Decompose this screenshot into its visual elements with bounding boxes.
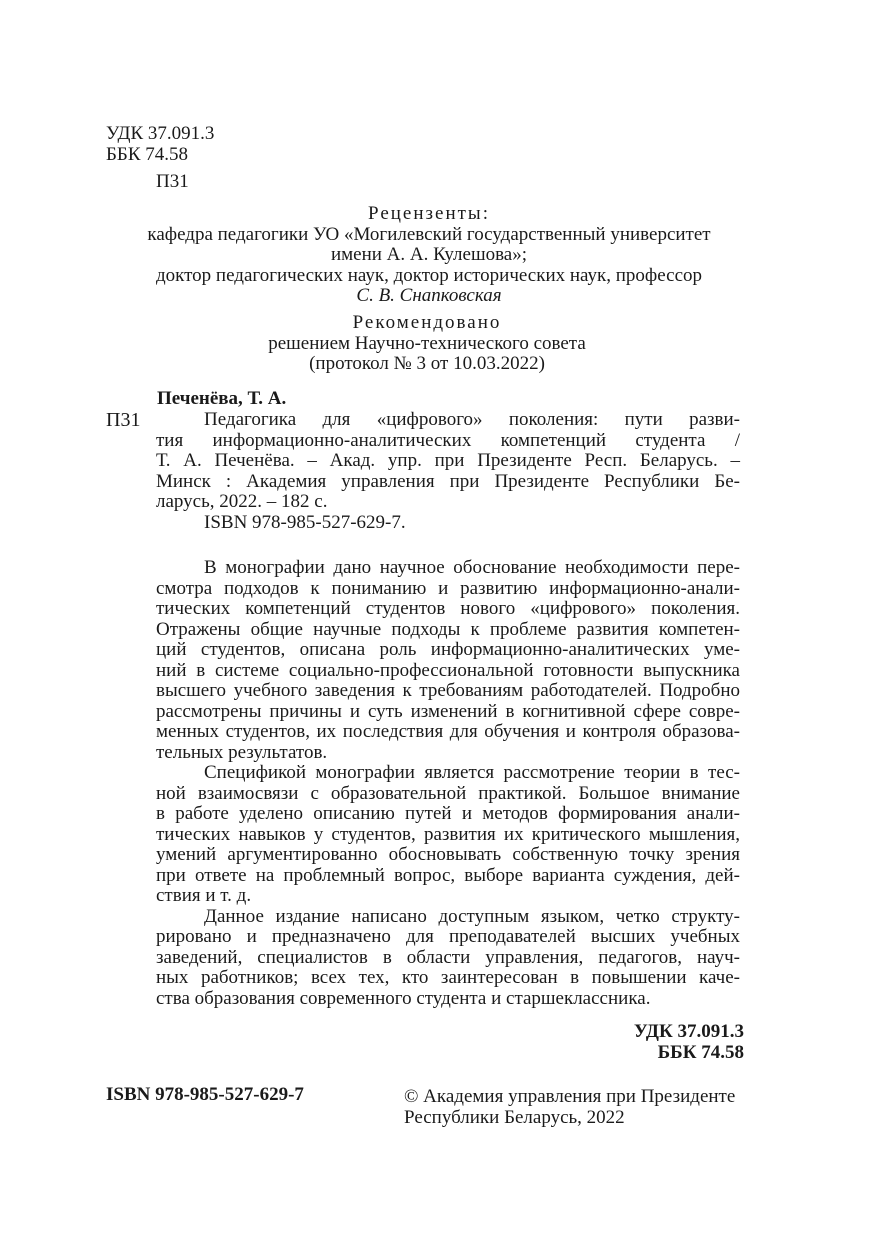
bib-line: ларусь, 2022. – 182 с. (156, 491, 328, 512)
bib-line: Педагогика для «цифрового» поколения: пути разви- (204, 409, 740, 430)
bib-line: Т. А. Печенёва. – Акад. упр. при Президенте Респ. Беларусь. – (156, 450, 740, 471)
abstract-line: В монографии дано научное обоснование необходимости пере- (204, 557, 740, 578)
footer-isbn: ISBN 978-985-527-629-7 (106, 1084, 304, 1105)
footer-bbk: ББК 74.58 (657, 1042, 744, 1063)
reviewers-heading: Рецензенты: (368, 203, 490, 224)
abstract-line: ствия и т. д. (156, 885, 252, 906)
abstract-line: рировано и предназначено для преподавателей высших учебных (156, 926, 740, 947)
bib-line: тия информационно-аналитических компетенций студента / (156, 429, 740, 451)
abstract-line: высшего учебного заведения к требованиям работодателей. Подробно (156, 680, 740, 701)
recommended-block (0, 313, 854, 375)
bib-description (156, 410, 740, 533)
reviewers-line: кафедра педагогики УО «Могилевский государственный университет (147, 223, 711, 245)
bib-author: Печенёва, Т. А. (157, 388, 287, 409)
bbk-code: ББК 74.58 (106, 144, 188, 165)
abstract-line: менных студентов, их последствия для обучения и контроля образова- (156, 721, 740, 742)
abstract-line: ний в системе социально-профессиональной готовности выпускника (156, 659, 740, 681)
reviewers-line: имени А. А. Кулешова»; (330, 244, 528, 265)
reviewer-name: С. В. Снапковская (356, 285, 502, 306)
abstract-line: при ответе на проблемный вопрос, выборе варианта суждения, дей- (156, 864, 740, 886)
abstract-line: смотра подходов к пониманию и развитию информационно-анали- (156, 577, 740, 599)
abstract-line: умений аргументированно обосновывать собственную точку зрения (156, 844, 740, 865)
abstract (156, 558, 740, 1009)
udk-code: УДК 37.091.3 (106, 123, 215, 144)
reviewers-line: доктор педагогических наук, доктор исторических наук, профессор (155, 264, 703, 286)
abstract-line: Отражены общие научные подходы к проблеме развития компетен- (156, 618, 740, 640)
abstract-line: Спецификой монографии является рассмотрение теории в тес- (204, 762, 740, 783)
bib-isbn: ISBN 978-985-527-629-7. (204, 511, 406, 533)
bib-author-mark: П31 (106, 409, 141, 431)
abstract-line: ных работников; всех тех, кто заинтересован в повышении каче- (156, 967, 740, 988)
abstract-line: тических компетенций студентов нового «цифрового» поколения. (156, 598, 740, 619)
recommended-line: (протокол № 3 от 10.03.2022) (309, 353, 545, 374)
copyright-line: © Академия управления при Президенте (404, 1086, 736, 1107)
abstract-line: заведений, специалистов в области управления, педагогов, науч- (156, 946, 740, 968)
bib-line: Минск : Академия управления при Президенте Республики Бе- (156, 470, 740, 492)
reviewers-block (0, 204, 858, 307)
abstract-line: тельных результатов. (156, 741, 328, 763)
abstract-line: тических навыков у студентов, развития их критического мышления, (156, 823, 740, 845)
author-mark: П31 (156, 171, 189, 192)
abstract-line: в работе уделено описанию путей и методов формирования анали- (156, 803, 740, 824)
recommended-line: решением Научно-технического совета (268, 332, 586, 354)
recommended-heading: Рекомендовано (352, 312, 502, 333)
footer-udk: УДК 37.091.3 (633, 1021, 744, 1042)
abstract-line: Данное издание написано доступным языком, четко структу- (204, 905, 740, 927)
abstract-line: ций студентов, описана роль информационно-аналитических уме- (156, 639, 740, 660)
abstract-line: рассмотрены причины и суть изменений в когнитивной сфере совре- (156, 700, 740, 722)
abstract-line: ства образования современного студента и старшеклассника. (156, 987, 651, 1009)
copyright (404, 1087, 735, 1128)
abstract-line: ной взаимосвязи с образовательной практикой. Большое внимание (156, 782, 740, 804)
copyright-line: Республики Беларусь, 2022 (404, 1106, 625, 1128)
